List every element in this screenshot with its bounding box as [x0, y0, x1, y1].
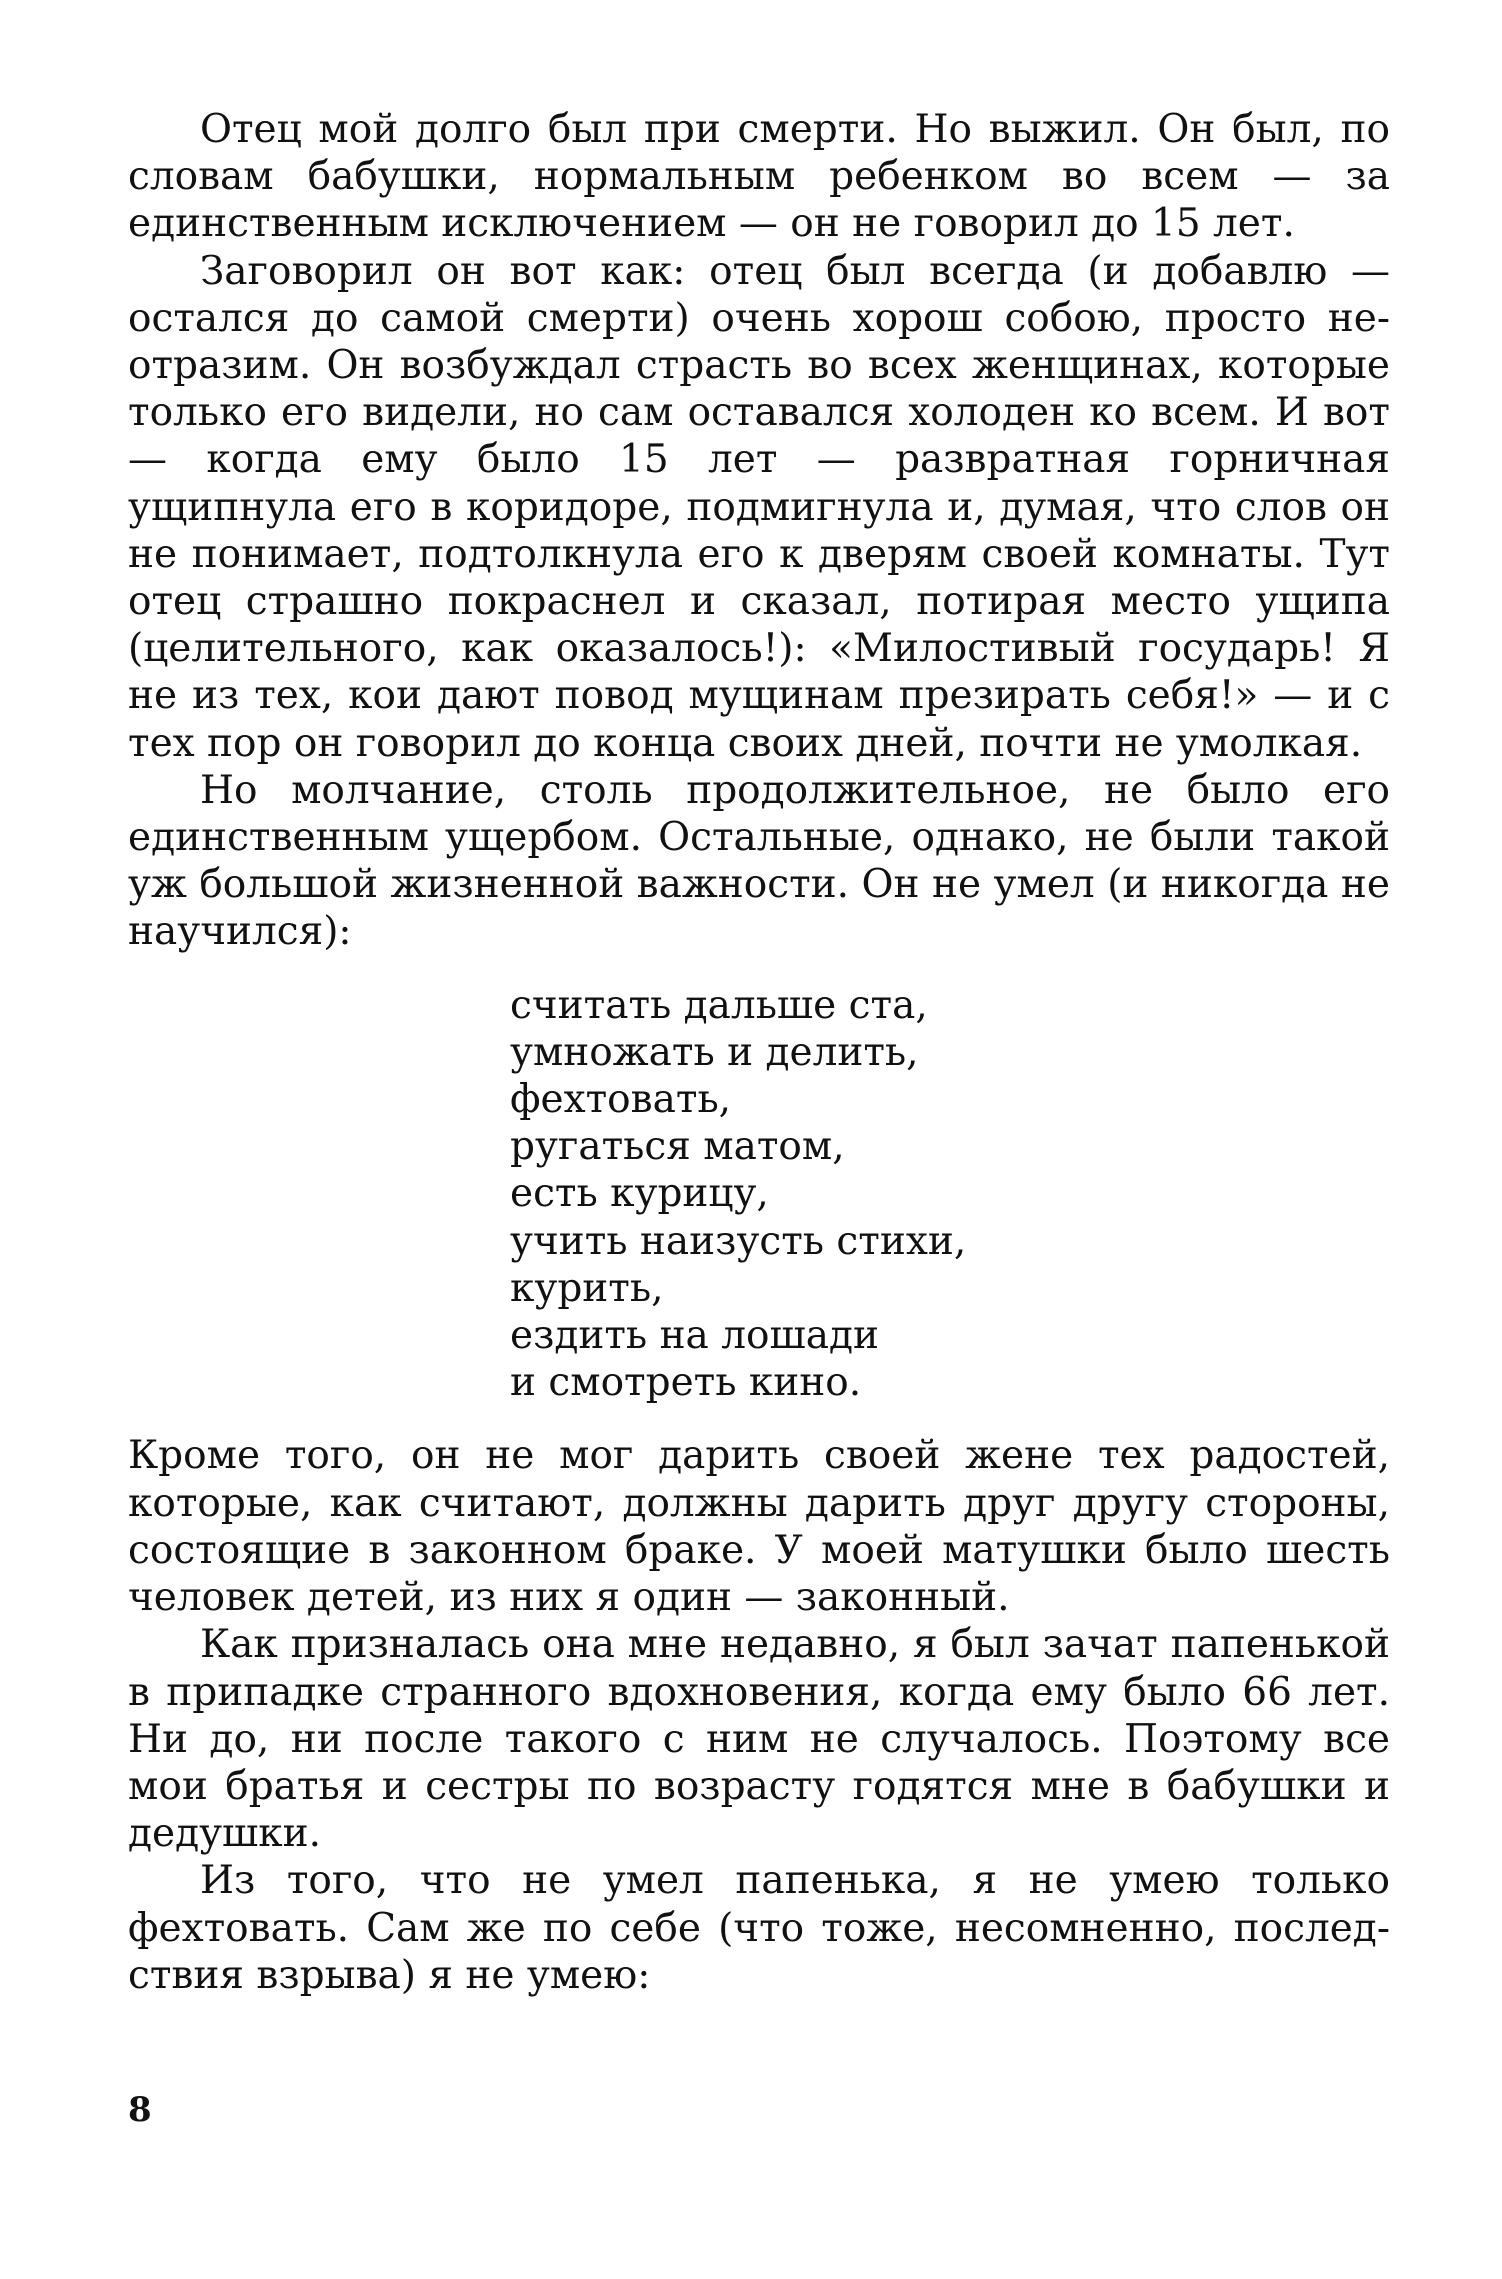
page-number: 8	[128, 2090, 152, 2130]
list-item: ругаться матом,	[510, 1124, 845, 1170]
page-body	[128, 106, 1390, 1999]
list-item: курить,	[510, 1265, 664, 1311]
list-item: умножать и делить,	[510, 1029, 919, 1075]
paragraph-2: Заговорил он вот как: отец был всегда (и добавлю — остался до самой смерти) очень хорош собою, просто неотразим. Он возбуждал страсть во всех женщинах, которые только его видели, но сам оставался холоден ко всем. И вот — когда ему было 15 лет — развратная горничная ущипнула его в коридоре, подмигнула и, думая, что слов он не понимает, подтолкнула его к дверям своей комнаты. Тут отец страшно покраснел и сказал, потирая место ущипа (целительного, как оказалось!): «Милостивый государь! Я не из тех, кои дают повод мущинам презирать себя!» — и с тех пор он говорил до конца своих дней, почти не умолкая.	[128, 248, 1390, 766]
paragraph-4: Кроме того, он не мог дарить своей жене тех радостей, которые, как считают, должны дарить друг другу стороны, состоящие в законном браке. У моей матушки было шесть человек детей, из них я один — законный.	[128, 1433, 1390, 1621]
skills-list	[510, 982, 1390, 1407]
list-item: учить наизусть стихи,	[510, 1218, 967, 1264]
paragraph-3: Но молчание, столь продолжительное, не было его единственным ущербом. Остальные, однако, не были такой уж большой жизненной важности. Он не умел (и никогда не научился):	[128, 767, 1390, 955]
list-item: есть курицу,	[510, 1171, 769, 1217]
list-item: фехтовать,	[510, 1077, 732, 1123]
list-item: считать дальше ста,	[510, 982, 928, 1028]
list-item: ездить на лошади	[510, 1313, 879, 1359]
paragraph-1: Отец мой долго был при смерти. Но выжил. Он был, по словам бабушки, нормальным ребенком во всем — за единственным исключением — он не говорил до 15 лет.	[128, 107, 1390, 247]
paragraph-6: Из того, что не умел папенька, я не умею только фехтовать. Сам же по себе (что тоже, несомненно, последствия взрыва) я не умею:	[128, 1858, 1390, 1998]
paragraph-5: Как призналась она мне недавно, я был зачат папенькой в припадке странного вдохновения, когда ему было 66 лет. Ни до, ни после такого с ним не случалось. Поэтому все мои братья и сестры по возрасту годятся мне в бабушки и дедушки.	[128, 1622, 1390, 1857]
list-item: и смотреть кино.	[510, 1360, 862, 1406]
